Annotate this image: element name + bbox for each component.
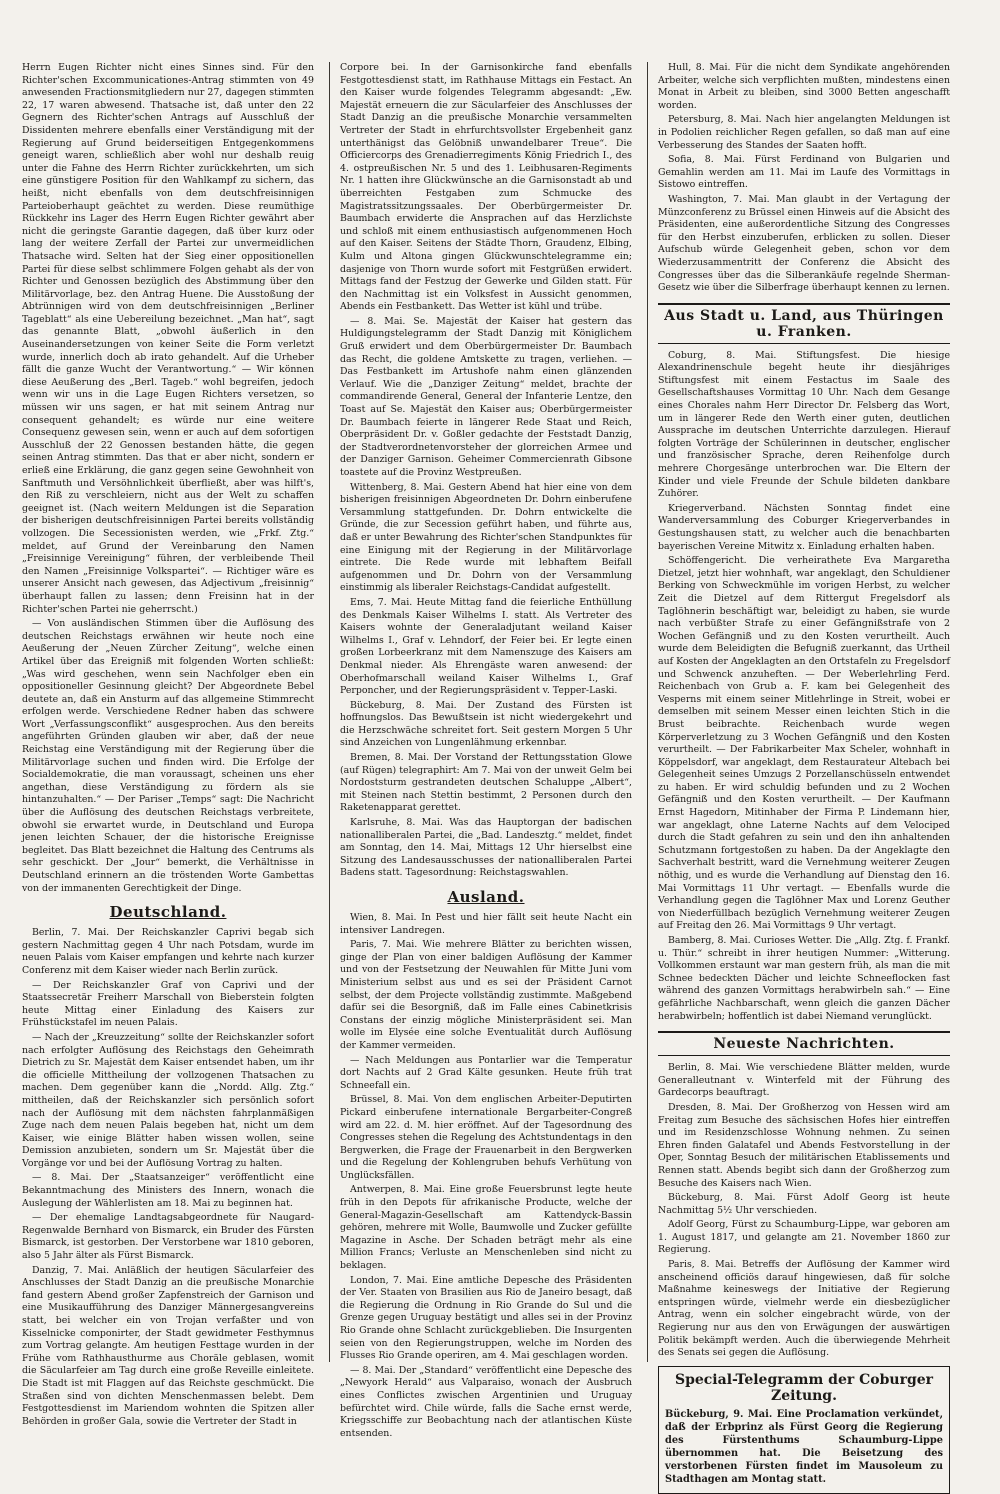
article-text: Berlin, 7. Mai. Der Reichskanzler Caprivi begab sich gestern Nachmittag gegen 4 Uhr nach Potsdam, wurde im neuen Palais vom Kaiser empfangen und kehrte nach kurzer Conferenz mit dem Kaiser wieder nach Berlin zurück.	[22, 927, 314, 976]
article-text: Danzig, 7. Mai. Anläßlich der heutigen Säcularfeier des Anschlusses der Stadt Danzig an die preußische Monarchie fand gestern Abend großer Zapfenstreich der Garnison und eine Musikaufführung des Danziger Männergesangvereins statt, bei welcher ein von Trojan verfaßter und von Kisselnicke componirter, der Stadt gewidmeter Festhymnus zum Vortrag gelangte. Am heutigen Festtage wurden in der Frühe vom Rathhausthurme aus Choräle geblasen, womit die Säcularfeier am Tag durch eine große Reveille einleitete. Die Stadt ist mit Flaggen auf das Reichste geschmückt. Die Straßen sind von dichten Menschenmassen belebt. Dem Festgottesdienst im Mariendom wohnten die Spitzen aller Behörden in großer Gala, sowie die Vertreter der Stadt in	[22, 1264, 314, 1427]
article-text: — Der ehemalige Landtagsabgeordnete für Naugard-Regenwalde Bernhard von Bismarck, ein Bruder des Fürsten Bismarck, ist gestorben. Der Verstorbene war 1810 geboren, also 5 Jahr älter als Fürst Bismarck.	[22, 1212, 314, 1262]
section-heading-stadt-und-land: Aus Stadt u. Land, aus Thüringen u. Franken.	[658, 303, 950, 344]
special-telegram-title: Special-Telegramm der Coburger Zeitung.	[674, 1371, 934, 1404]
article-text: Bückeburg, 8. Mai. Der Zustand des Fürsten ist hoffnungslos. Das Bewußtsein ist nicht wiedergekehrt und die Herzschwäche schreitet fort. Seit gestern Morgen 5 Uhr sind Anzeichen von Lungenlähmung erkennbar.	[340, 699, 632, 749]
newspaper-page	[22, 62, 952, 1485]
column-middle	[340, 62, 632, 1439]
article-text: Ems, 7. Mai. Heute Mittag fand die feierliche Enthüllung des Denkmals Kaiser Wilhelms I. statt. Als Vertreter des Kaisers wohnte der Generaladjutant weiland Kaiser Wilhelms I., Graf v. Lehndorf, der Feier bei. Er legte einen großen Lorbeerkranz mit dem Namenszuge des Kaisers am Denkmal nieder. Als Ehrengäste waren anwesend: der Oberhofmarschall weiland Kaiser Wilhelms I., Graf Perponcher, und der Regierungspräsident v. Tepper-Laski.	[340, 596, 632, 697]
article-text: Schöffengericht. Die verheirathete Eva Margaretha Dietzel, jetzt hier wohnhaft, war angeklagt, den Schuldiener Berking von Schweckmühle im vorigen Herbst, zu welcher Zeit die Dietzel auf dem Rittergut Fregelsdorf als Taglöhnerin beschäftigt war, beleidigt zu haben, sie wurde nach verbüßter Strafe zu einer Gefängnißstrafe von 2 Wochen Gefängniß und zu den Kosten verurtheilt. Auch wurde dem Beleidigten die Befugniß zuerkannt, das Urtheil auf Kosten der Angeklagten an den Ortstafeln zu Fregelsdorf und Schwenck anzuheften. — Der Weberlehrling Ferd. Reichenbach von Grub a. F. kam bei Gelegenheit des Vesperns mit einem seiner Mitlehrlinge in Streit, wobei er demselben mit seinem Messer einen leichten Stich in die Brust beibrachte. Reichenbach wurde wegen Körperverletzung zu 3 Wochen Gefängniß und den Kosten verurtheilt. — Der Fabrikarbeiter Max Scheler, wohnhaft in Köppelsdorf, war angeklagt, dem Restaurateur Altebach bei Gelegenheit seines Umzugs 2 Porzellanschüsseln entwendet zu haben. Er wird schuldig befunden und zu 2 Wochen Gefängniß und den Kosten verurtheilt. — Der Kaufmann Ernst Hagedorn, Mitinhaber der Firma P. Lindemann hier, war angeklagt, ohne Laterne Nachts auf dem Velociped durch die Stadt gefahren zu sein und den ihn anhaltenden Schutzmann fortgestoßen zu haben. Da der Angeklagte den Sachverhalt bestritt, ward die Vernehmung weiterer Zeugen nöthig, und es wurde die Verhandlung auf Dienstag den 16. Mai Vormittags 11 Uhr vertagt. — Ebenfalls wurde die Verhandlung gegen die Taglöhner Max und Lorenz Geuther von Niederfüllbach bezüglich Vernehmung weiterer Zeugen auf Freitag den 26. Mai Vormittags 9 Uhr vertagt.	[658, 555, 950, 932]
article-text: Bremen, 8. Mai. Der Vorstand der Rettungsstation Glowe (auf Rügen) telegraphirt: Am 7. Mai von der unweit Gelm bei Nordoststurm gestrandeten deutschen Schaluppe „Albert“, mit Steinen nach Stettin bestimmt, 2 Personen durch den Raketenapparat gerettet.	[340, 752, 632, 814]
article-text: London, 7. Mai. Eine amtliche Depesche des Präsidenten der Ver. Staaten von Brasilien aus Rio de Janeiro besagt, daß die Regierung die Ordnung in Rio Grande do Sul und die Grenze gegen Uruguay bestätigt und alles sei in der Provinz Rio Grande ohne Schlacht zurückgeblieben. Die Insurgenten seien von den Regierungstruppen, welche im Norden des Flusses Rio Grande operiren, am 4. Mai geschlagen worden.	[340, 1274, 632, 1362]
article-text: Corpore bei. In der Garnisonkirche fand ebenfalls Festgottesdienst statt, im Rathhause Mittags ein Festact. An den Kaiser wurde folgendes Telegramm abgesandt: „Ew. Majestät erneuern die zur Säcularfeier des Anschlusses der Stadt Danzig an die preußische Monarchie versammelten Vertreter der Stadt in ehrfurchtsvollster Ergebenheit ganz unterthänigst das Gelöbniß unwandelbarer Treue“. Die Officiercorps des Grenadierregiments König Friedrich I., des 4. ostpreußischen Nr. 5 und des 1. Leibhusaren-Regiments Nr. 1 hatten ihre Glückwünsche an die Garnisonstadt ab und überreichten Festgaben zum Schmucke des Magistratssitzungssaales. Der Oberbürgermeister Dr. Baumbach erwiderte die Ansprachen auf das Herzlichste und schloß mit einem enthusiastisch aufgenommenen Hoch auf den Kaiser. Seitens der Städte Thorn, Graudenz, Elbing, Kulm und Altona gingen Glückwunschtelegramme ein; dasjenige von Thorn wurde sofort mit Festgrüßen erwidert. Mittags fand der Festzug der Gewerke und Gilden statt. Für den Nachmittag ist ein Volksfest in Aussicht genommen, Abends ein Festbankett. Das Wetter ist kühl und trübe.	[340, 62, 632, 313]
article-text: Wien, 8. Mai. In Pest und hier fällt seit heute Nacht ein intensiver Landregen.	[340, 912, 632, 936]
section-heading-deutschland: Deutschland.	[109, 903, 227, 922]
column-divider	[329, 62, 330, 1362]
article-text: Sofia, 8. Mai. Fürst Ferdinand von Bulgarien und Gemahlin werden am 11. Mai im Laufe des Vormittags in Sistowo eintreffen.	[658, 154, 950, 191]
article-text: — 8. Mai. Der „Standard“ veröffentlicht eine Depesche des „Newyork Herald“ aus Valparaiso, wonach der Ausbruch eines Conflictes zwischen Argentinien und Uruguay befürchtet wird. Chile würde, falls die Sache ernst werde, Kriegsschiffe zur Beobachtung nach der atlantischen Küste entsenden.	[340, 1364, 632, 1439]
section-heading-ausland: Ausland.	[447, 888, 525, 906]
article-text: — 8. Mai. Der „Staatsanzeiger“ veröffentlicht eine Bekanntmachung des Ministers des Innern, wonach die Auslegung der Wählerlisten am 18. Mai zu beginnen hat.	[22, 1172, 314, 1209]
article-text: Wittenberg, 8. Mai. Gestern Abend hat hier eine von dem bisherigen freisinnigen Abgeordneten Dr. Dohrn einberufene Versammlung stattgefunden. Dr. Dohrn entwickelte die Gründe, die zur Secession geführt haben, und führte aus, daß er unter Bewahrung des Richter'schen Standpunktes für eine Einigung mit der Regierung in der Militärvorlage eintrete. Die Rede wurde mit lebhaftem Beifall aufgenommen und Dr. Dohrn von der Versammlung einstimmig als liberaler Reichstags-Candidat aufgestellt.	[340, 481, 632, 594]
article-text: — Nach Meldungen aus Pontarlier war die Temperatur dort Nachts auf 2 Grad Kälte gesunken. Heute früh trat Schneefall ein.	[340, 1054, 632, 1091]
article-text: Antwerpen, 8. Mai. Eine große Feuersbrunst legte heute früh in den Depots für afrikanische Producte, welche der General-Magazin-Gesellschaft am Kattendyck-Bassin gehören, mehrere mit Wolle, Baumwolle und Zucker gefüllte Magazine in Asche. Der Schaden beträgt mehr als eine Million Francs; Verluste an Menschenleben sind nicht zu beklagen.	[340, 1184, 632, 1272]
article-text: Paris, 8. Mai. Betreffs der Auflösung der Kammer wird anscheinend officiös darauf hingewiesen, daß für solche Maßnahme keineswegs der Initiative der Regierung entspringen würde, vielmehr werde ein diesbezüglicher Antrag, wenn ein solcher eingebracht würde, von der Regierung nur aus den von Erwägungen der auswärtigen Politik bekämpft werden. Auch die überwiegende Mehrheit des Senats sei gegen die Auflösung.	[658, 1259, 950, 1359]
article-text: Hull, 8. Mai. Für die nicht dem Syndikate angehörenden Arbeiter, welche sich verpflichten mußten, mindestens einen Monat in Arbeit zu bleiben, sind 3000 Betten angeschafft worden.	[658, 62, 950, 111]
article-text: Bückeburg, 8. Mai. Fürst Adolf Georg ist heute Nachmittag 5½ Uhr verschieden.	[658, 1192, 950, 1216]
article-text: — Der Reichskanzler Graf von Caprivi und der Staatssecretär Freiherr Marschall von Bieberstein folgten heute Mittag einer Einladung des Kaisers zur Frühstückstafel im neuen Palais.	[22, 979, 314, 1029]
article-text: Brüssel, 8. Mai. Von dem englischen Arbeiter-Deputirten Pickard einberufene internationale Bergarbeiter-Congreß wird am 22. d. M. hier eröffnet. Auf der Tagesordnung des Congresses stehen die Regelung des Achtstundentags in den Bergwerken, die Frage der Frauenarbeit in den Bergwerken und die Regelung der Kohlengruben behufs Verhütung von Unglücksfällen.	[340, 1094, 632, 1181]
special-telegram-box	[658, 1366, 950, 1494]
article-text: — Nach der „Kreuzzeitung“ sollte der Reichskanzler sofort nach erfolgter Auflösung des Reichstags den Geheimrath Dietrich zu Sr. Majestät dem Kaiser entsendet haben, um ihr die officielle Mittheilung der vollzogenen Thatsachen zu machen. Dem gegenüber kann die „Nordd. Allg. Ztg.“ mittheilen, daß der Reichskanzler sich persönlich sofort nach der Auflösung mit dem nächsten fahrplanmäßigen Zuge nach dem neuen Palais begeben hat, nicht um dem Kaiser, wie einige Blätter haben wissen wollen, seine Demission anzubieten, sondern um Sr. Majestät über die Vorgänge vor und bei der Auflösung Vortrag zu halten.	[22, 1031, 314, 1169]
article-text: Bamberg, 8. Mai. Curioses Wetter. Die „Allg. Ztg. f. Frankf. u. Thür.“ schreibt in ihrer heutigen Nummer: „Witterung. Vollkommen erstaunt war man gestern früh, als man die mit Schnee bedeckten Dächer und leichte Schneeflocken fast während des ganzen Vormittags herabwirbeln sah.“ — Eine gefährliche Nachbarschaft, wenn gleich die ganzen Dächer herabwirbeln; hoffentlich ist dabei Niemand verunglückt.	[658, 935, 950, 1022]
article-text: — 8. Mai. Se. Majestät der Kaiser hat gestern das Huldigungstelegramm der Stadt Danzig mit Königlichem Gruß erwidert und dem Oberbürgermeister Dr. Baumbach das Recht, die goldene Amtskette zu tragen, verliehen. — Das Festbankett im Artushofe nahm einen glänzenden Verlauf. Wie die „Danziger Zeitung“ meldet, brachte der commandirende General, General der Infanterie Lentze, den Toast auf Se. Majestät den Kaiser aus; Oberbürgermeister Dr. Baumbach feierte in längerer Rede Staat und Reich, Oberpräsident Dr. v. Goßler gedachte der Feststadt Danzig, der Stadtverordnetenvorsteher der glorreichen Armee und der Danziger Garnison. Geheimer Commercienrath Gibsone toastete auf die Provinz Westpreußen.	[340, 315, 632, 478]
article-text: Karlsruhe, 8. Mai. Was das Hauptorgan der badischen nationalliberalen Partei, die „Bad. Landesztg.“ meldet, findet am Sonntag, den 14. Mai, Mittags 12 Uhr hierselbst eine Sitzung des Landesausschusses der nationalliberalen Partei Badens statt. Tagesordnung: Reichstagswahlen.	[340, 817, 632, 879]
article-text: Berlin, 8. Mai. Wie verschiedene Blätter melden, wurde Generalleutnant v. Winterfeld mit der Führung des Gardecorps beauftragt.	[658, 1062, 950, 1099]
special-telegram-text: Bückeburg, 9. Mai. Eine Proclamation verkündet, daß der Erbprinz als Fürst Georg die Regierung des Fürstenthums Schaumburg-Lippe übernommen hat. Die Beisetzung des verstorbenen Fürsten findet im Mausoleum zu Stadthagen am Montag statt.	[665, 1408, 943, 1485]
column-right	[658, 62, 950, 1485]
section-heading-neueste-nachrichten: Neueste Nachrichten.	[658, 1031, 950, 1056]
article-text: Petersburg, 8. Mai. Nach hier angelangten Meldungen ist in Podolien reichlicher Regen gefallen, so daß man auf eine Verbesserung des Standes der Saaten hofft.	[658, 114, 950, 151]
column-left	[22, 62, 314, 1427]
article-text: Dresden, 8. Mai. Der Großherzog von Hessen wird am Freitag zum Besuche des sächsischen Hofes hier eintreffen und im Residenzschlosse Wohnung nehmen. Zu seinen Ehren finden Galatafel und Abends Festvorstellung in der Oper, Sonntag Besuch der militärischen Etablissements und Rennen statt. Abends begibt sich dann der Großherzog zum Besuche des Kaisers nach Wien.	[658, 1101, 950, 1189]
article-text: Coburg, 8. Mai. Stiftungsfest. Die hiesige Alexandrinenschule begeht heute ihr diesjähriges Stiftungsfest mit einem Festactus im Saale des Gesellschaftshauses Vormittag 10 Uhr. Nach dem Gesange eines Chorales nahm Herr Director Dr. Felsberg das Wort, um in längerer Rede den Werth einer guten, deutlichen Aussprache im deutschen Unterrichte darzulegen. Hierauf folgten Vorträge der Schülerinnen in deutscher, englischer und französischer Sprache, deren Reihenfolge durch mehrere Chorgesänge unterbrochen war. Die Eltern der Kinder und viele Freunde der Schule bildeten dankbare Zuhörer.	[658, 349, 950, 500]
article-text: Washington, 7. Mai. Man glaubt in der Vertagung der Münzconferenz zu Brüssel einen Hinweis auf die Absicht des Präsidenten, eine außerordentliche Sitzung des Congresses für den Herbst einzuberufen, erblicken zu sollen. Dieser Aufschub würde Gelegenheit geben, schon vor dem Wiederzusammentritt der Conferenz die Absicht des Congresses über das die Silberankäufe regelnde Sherman-Gesetz wie über die Silberfrage überhaupt kennen zu lernen.	[658, 193, 950, 294]
article-text: — Von ausländischen Stimmen über die Auflösung des deutschen Reichstags erwähnen wir heute noch eine Aeußerung der „Neuen Zürcher Zeitung“, welche einen Artikel über das Ereigniß mit folgenden Worten schließt: „Was wird geschehen, wenn sein Nachfolger eben ein oppositioneller Gesinnung gleicht? Der Abgeordnete Bebel deutete an, daß ein Ansturm auf das allgemeine Stimmrecht erfolgen werde. Verschiedene Redner haben das schwere Wort „Verfassungsconflikt“ ausgesprochen. Aus den bereits angeführten Gründen glauben wir aber, daß der neue Reichstag eine Verständigung mit der Regierung über die Militärvorlage suchen und finden wird. Die Erfolge der Socialdemokratie, die man voraussagt, scheinen uns eher angethan, diese Verständigung zu fördern als sie hintanzuhalten.“ — Der Pariser „Temps“ sagt: Die Nachricht über die Auflösung des deutschen Reichstags verbreitete, obwohl sie erwartet wurde, in Deutschland und Europa jenen leichten Schauer, der die historische Ereignisse begleitet. Das Blatt bezeichnet die Haltung des Centrums als sehr geschickt. Der „Jour“ bemerkt, die Verhältnisse in Deutschland erinnern an die tröstenden Worte Gambettas von der immanenten Gerechtigkeit der Dinge.	[22, 618, 314, 894]
article-text: Adolf Georg, Fürst zu Schaumburg-Lippe, war geboren am 1. August 1817, und gelangte am 21. November 1860 zur Regierung.	[658, 1219, 950, 1256]
article-text: Paris, 7. Mai. Wie mehrere Blätter zu berichten wissen, ginge der Plan von einer baldigen Auflösung der Kammer und von der Festsetzung der Neuwahlen für Mitte Juni vom Ministerium selbst aus und es sei der Präsident Carnot selbst, der dem Projecte vollständig zustimmte. Maßgebend dafür sei die Besorgniß, daß im Falle eines Cabinetkrisis Constans der einzig mögliche Ministerpräsident sei. Man wolle im Elysée eine solche Eventualität durch Auflösung der Kammer vermeiden.	[340, 939, 632, 1051]
article-text: Kriegerverband. Nächsten Sonntag findet eine Wanderversammlung des Coburger Kriegerverbandes in Gestungshausen statt, zu welcher auch die benachbarten bayerischen Vereine Mitwitz x. Einladung erhalten haben.	[658, 502, 950, 552]
column-divider	[647, 62, 648, 1362]
article-text: Herrn Eugen Richter nicht eines Sinnes sind. Für den Richter'schen Excommunicationes-Antrag stimmten von 49 anwesenden Fractionsmitgliedern nur 27, dagegen stimmten 22, 17 waren abwesend. Thatsache ist, daß unter den 22 Gegnern des Richter'schen Antrags auf Ausschluß der Dissidenten mehrere ebenfalls einer Verständigung mit der Regierung auf Grund beiderseitigen Entgegenkommens geneigt waren, schließlich aber wohl nur deshalb reuig unter die Fahne des Herrn Richter zurückkehrten, um sich eine günstigere Position für den Wahlkampf zu sichern, das heißt, nicht ebenfalls von dem deutschfreisinnigen Parteioberhaupt geächtet zu werden. Diese reumüthige Rückkehr ins Lager des Herrn Eugen Richter gewährt aber nicht die geringste Garantie dagegen, daß über kurz oder lang der weitere Zerfall der Partei zur unvermeidlichen Thatsache wird. Selten hat der Sieg einer oppositionellen Partei für diese selbst schlimmere Folgen gehabt als der von Richter und Genossen bezüglich des Abstimmung über den Militärvorlage, bez. den Antrag Huene. Die Ausstoßung der Abtrünnigen wird von dem deutschfreisinnigen „Berliner Tageblatt“ als eine Uebereilung bezeichnet. „Man hat“, sagt das genannte Blatt, „obwohl äußerlich in den Auseinandersetzungen von keiner Seite die Form verletzt wurde, innerlich doch ab irato gehandelt. Auf die Urheber fällt die ganze Wucht der Verantwortung.“ — Wir können diese Aeußerung des „Berl. Tageb.“ wohl begreifen, jedoch wenn wir uns in die Lage Eugen Richters versetzen, so müssen wir uns sagen, er hat mit seinem Antrag nur consequent gehandelt; es würde nur eine weitere Consequenz gewesen sein, wenn er auch auf dem sofortigen Ausschluß der 22 Genossen bestanden hätte, die gegen seinen Antrag stimmten. Das that er aber nicht, sondern er erließ eine Erklärung, die ganz gegen seine Gewohnheit von Sanftmuth und Versöhnlichkeit überfließt, aber was hilft's, den Riß zu verschleiern, nicht aus der Welt zu schaffen geeignet ist. (Nach weitern Meldungen ist die Separation der bisherigen deutschfreisinnigen Partei bereits vollständig vollzogen. Die Secessionisten werden, wie „Frkf. Ztg.“ meldet, auf Grund der Vereinbarung den Namen „Freisinnige Vereinigung“ führen, der verbleibende Theil den Namen „Freisinnige Volkspartei“. — Richtiger wäre es unserer Ansicht nach gewesen, das Adjectivum „freisinnig“ überhaupt fallen zu lassen; denn Freisinn hat in der Richter'schen Partei nie geherrscht.)	[22, 62, 314, 615]
